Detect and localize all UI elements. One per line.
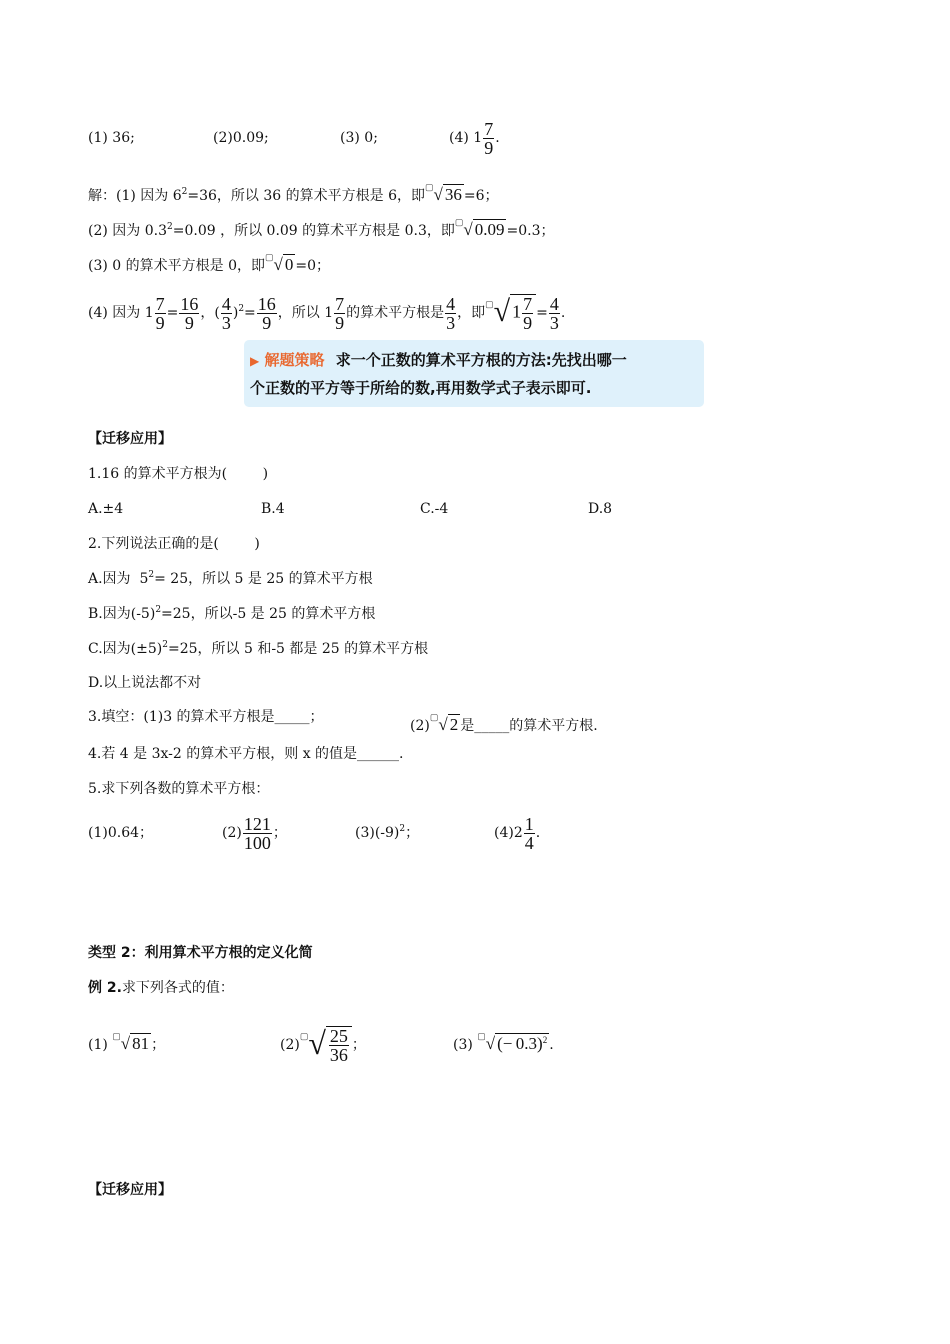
- question-5-stem: 5.求下列各数的算术平方根：: [88, 781, 270, 797]
- question-1-option-a: A.±4: [88, 501, 124, 517]
- solution-line-2: (2) 因为 $0.3^2=0.09$ ，所以 0.09 的算术平方根是 0.3，即▢√ 0.09 =0.3；: [88, 217, 555, 239]
- question-1-stem: 1.16 的算术平方根为( ): [88, 466, 269, 482]
- example1-part2: (2)0.09;: [213, 130, 269, 146]
- example-2-part-3: (3) ▢√ (− 0.3)$^2$ .: [453, 1031, 554, 1053]
- example-2-part-2: (2)▢√ $\frac{25}{36}$ ；: [280, 1025, 366, 1065]
- radical: ▢√ 0: [265, 252, 294, 274]
- radical: ▢√ 1 $\frac{7}{9}$: [485, 302, 536, 321]
- solution-line-1: 解：(1) 因为 $6^2=36$，所以 36 的算术平方根是 6，即▢√ 36 =6；: [88, 182, 499, 204]
- triangle-arrow-icon: ▶: [250, 354, 260, 368]
- question-4: 4.若 4 是 3x-2 的算术平方根，则 x 的值是______.: [88, 746, 404, 762]
- radical: ▢√ (− 0.3)$^2$: [477, 1031, 548, 1053]
- radical: ▢√ 0.09: [454, 217, 505, 239]
- example-2-stem: 例 2.求下列各式的值：: [88, 980, 234, 996]
- question-2-option-d: D.以上说法都不对: [88, 675, 202, 691]
- question-3-part-1: 3.填空：(1)3 的算术平方根是_____；: [88, 709, 324, 725]
- question-1-option-c: C.-4: [420, 501, 449, 517]
- strategy-tip-box: [244, 340, 704, 407]
- tip-line-1: ▶ 解题策略 求一个正数的算术平方根的方法:先找出哪一: [250, 351, 627, 369]
- question-2-stem: 2.下列说法正确的是( ): [88, 536, 260, 552]
- solution-line-3: (3) 0 的算术平方根是 0，即▢√ 0 =0；: [88, 252, 330, 274]
- question-5-part-2: (2) $\frac{121}{100}$ ；: [222, 813, 287, 853]
- question-2-option-c: C.因为$(\pm 5)^2=25$，所以 5 和-5 都是 25 的算术平方根: [88, 640, 429, 657]
- tip-line-2: 个正数的平方等于所给的数,再用数学式子表示即可.: [250, 379, 592, 397]
- radical: ▢√ $\frac{25}{36}$: [300, 1034, 352, 1053]
- example1-part1: (1) 36;: [88, 130, 135, 146]
- question-1-option-d: D.8: [588, 501, 613, 517]
- example-2-part-1: (1) ▢√ 81 ；: [88, 1031, 166, 1053]
- example1-part3: (3) 0;: [340, 130, 378, 146]
- radical: ▢√ 36: [425, 182, 462, 204]
- type-2-title: 类型 2：利用算术平方根的定义化简: [88, 945, 313, 961]
- fraction: $\frac{7}{9}$: [484, 118, 494, 158]
- question-5-part-3: $(3)(-9)^2$；: [355, 824, 420, 841]
- section-title-transfer-1: 【迁移应用】: [88, 431, 172, 447]
- radical: ▢√ 2: [429, 712, 459, 734]
- example1-part4: (4) 1 $\frac{7}{9}$ .: [449, 118, 500, 158]
- question-2-option-b: B.因为$(-5)^2=25$，所以-5 是 25 的算术平方根: [88, 605, 376, 622]
- question-5-part-1: (1)0.64；: [88, 825, 154, 841]
- solution-line-4: (4) 因为 1 $\frac{7}{9}$ = $\frac{16}{9}$ ，( $\frac{4}{3}$ )$^2$= $\frac{16}{9}$ ，所以 1 $\frac{7}{9}$ 的算术平方根是 $\frac{4}{3}$ ，即▢√ 1 $\frac{7}{9}$ = $\frac{4}{3}$ .: [88, 293, 566, 333]
- question-3-part-2: (2)▢√ 2 是_____的算术平方根.: [410, 712, 598, 734]
- question-1-option-b: B.4: [261, 501, 285, 517]
- radical: ▢√ 81: [112, 1031, 150, 1053]
- question-5-part-4: (4)2 $\frac{1}{4}$ .: [494, 813, 541, 853]
- tip-label: 解题策略: [264, 351, 325, 369]
- question-2-option-a: A.因为 $5^2= 25$，所以 5 是 25 的算术平方根: [88, 570, 373, 587]
- section-title-transfer-2: 【迁移应用】: [88, 1182, 172, 1198]
